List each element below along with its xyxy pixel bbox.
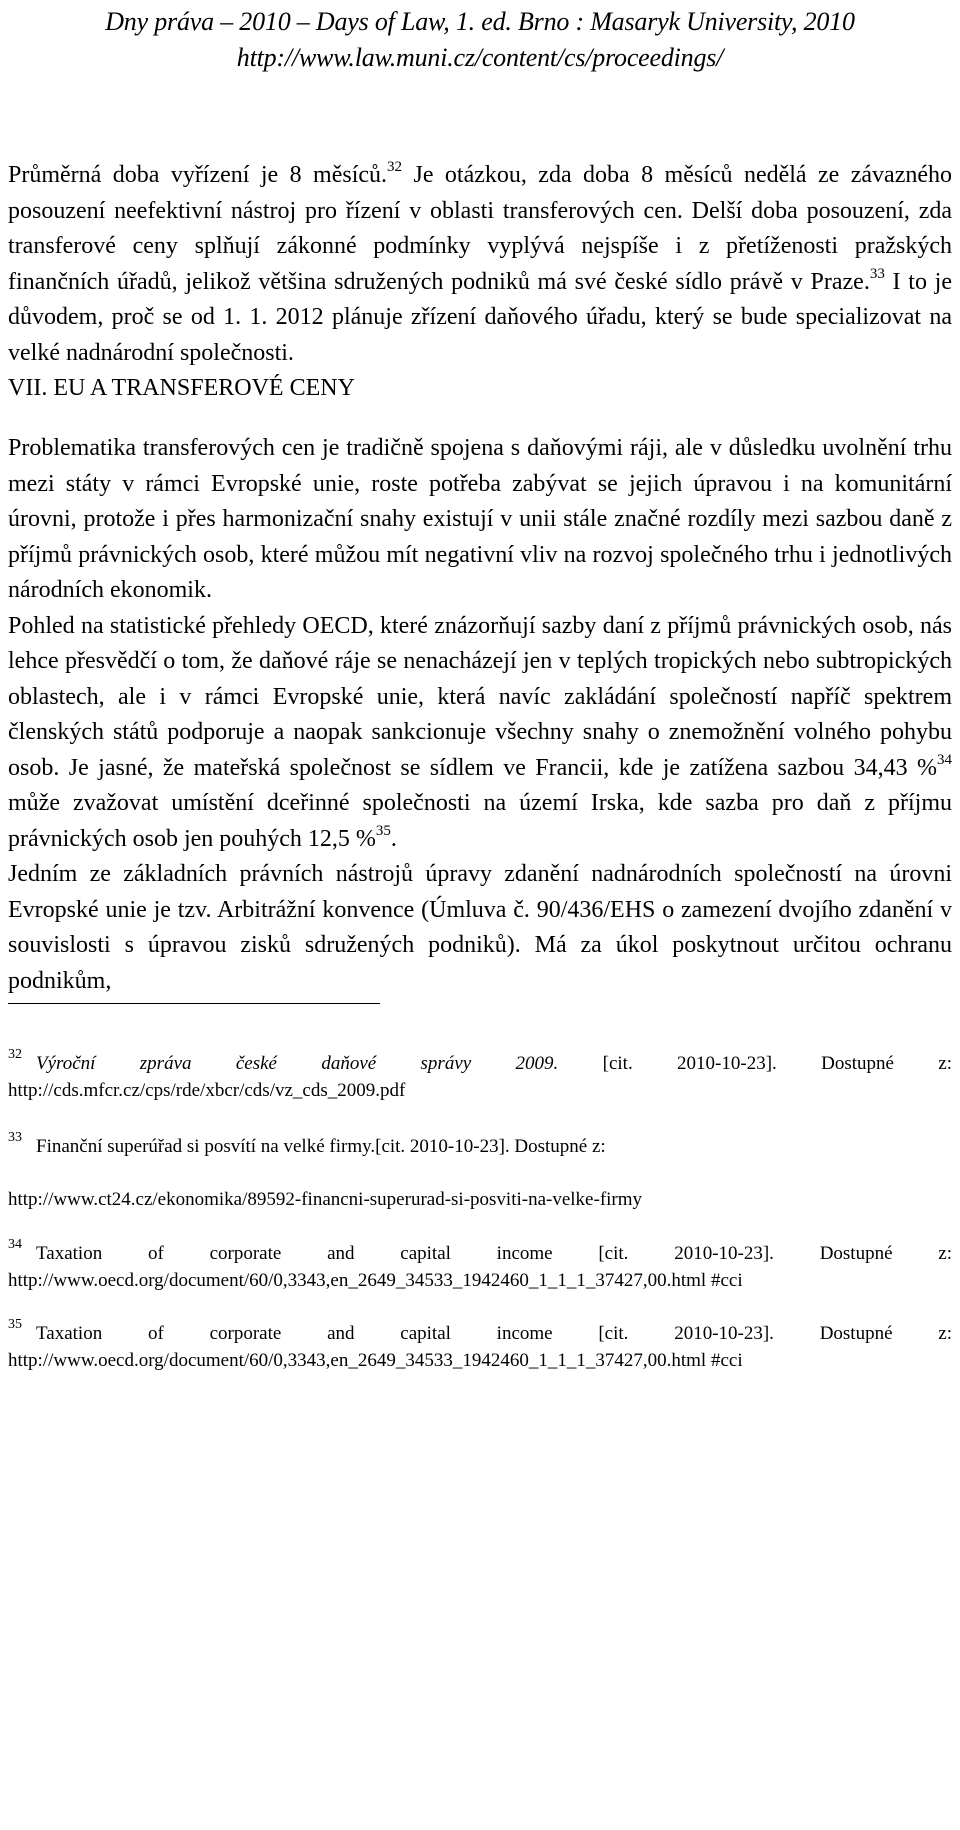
footnote-ref-35[interactable]: 35: [375, 822, 391, 839]
paragraph-arbitration-convention: Jedním ze základních právních nástrojů úpravy zdanění nadnárodních společností na úrovni Evropské unie je tzv. Arbitrážní konvence (Úmluva č. 90/436/EHS o zamezení dvojího zdanění v souvislosti s úpravou zisků sdružených podniků). Má za úkol poskytnout určitou ochranu podnikům,: [8, 861, 952, 994]
footnote-title: Výroční zpráva české daňové správy 2009.: [36, 1053, 559, 1074]
page-header: [0, 0, 960, 84]
footnote-number: 35: [8, 1316, 22, 1332]
paragraph-processing-time: Průměrná doba vyřízení je 8 měsíců.$^{32}$ Je otázkou, zda doba 8 měsíců nedělá ze závazného posouzení neefektivní nástroj pro řízení v oblasti transferových cen. Delší doba posouzení, zda transferové ceny splňují zákonné podmínky vyplývá nejspíše i z přetíženosti pražských finančních úřadů, jelikož většina sdružených podniků má své české sídlo právě v Praze.$^{33}$ I to je důvodem, proč se od 1. 1. 2012 plánuje zřízení daňového úřadu, který se bude specializovat na velké nadnárodní společnosti.: [8, 159, 953, 366]
footnote-ref-34[interactable]: 34: [937, 751, 952, 768]
document-body: [8, 158, 952, 1374]
footnote-number: 33: [8, 1129, 22, 1145]
footnote-33: $^{33}$ Finanční superúřad si posvítí na velké firmy.[cit. 2010-10-23]. Dostupné z:: [8, 1129, 606, 1157]
header-url: http://www.law.muni.cz/content/cs/proceedings/: [236, 43, 724, 72]
footnote-ref-32[interactable]: 32: [387, 159, 403, 175]
footnote-33-url[interactable]: [8, 1186, 952, 1213]
paragraph-eu-transfer-pricing: Problematika transferových cen je tradičně spojena s daňovými ráji, ale v důsledku uvolnění trhu mezi státy v rámci Evropské unie, roste potřeba zabývat se jejich úpravou i na komunitární úrovni, protože i přes harmonizační snahy existují v unii stále značné rozdíly mezi sazbou daně z příjmů právnických osob, které můžou mít negativní vliv na rozvoj společného trhu i jednotlivých národních ekonomik.: [8, 435, 952, 603]
footnote-link[interactable]: http://www.ct24.cz/ekonomika/89592-financni-superurad-si-posviti-na-velke-firmy: [8, 1189, 643, 1210]
footnote-separator: [8, 1003, 380, 1004]
footnote-number: 32: [8, 1046, 22, 1062]
header-citation: Dny práva – 2010 – Days of Law, 1. ed. Brno : Masaryk University, 2010: [105, 7, 855, 36]
footnote-ref-33[interactable]: 33: [869, 265, 885, 282]
footnote-number: 34: [8, 1236, 22, 1252]
paragraph-oecd-statistics: Pohled na statistické přehledy OECD, které znázorňují sazby daní z příjmů právnických osob, nás lehce přesvědčí o tom, že daňové ráje se nenacházejí jen v teplých tropických nebo subtropických oblastech, ale i v rámci Evropské unie, která navíc zakládání společností napříč spektrem členských států podporuje a naopak sankcionuje všechny snahy o znemožnění volného pohybu osob. Je jasné, že mateřská společnost se sídlem ve Francii, kde je zatížena sazbou 34,43 %$^{34}$ může zvažovat umístění dceřinné společnosti na území Irska, kde sazba pro daň z příjmu právnických osob jen pouhých 12,5 %$^{35}$.: [8, 612, 952, 852]
footnote-34: $^{34}$ Taxation of corporate and capital income [cit. 2010-10-23]. Dostupné z: http://www.oecd.org/document/60/0,3343,en_2649_34533_1942460_1_1_1_37427,00.html #cci: [8, 1236, 952, 1291]
footnote-32: $^{32}$ Výroční zpráva české daňové správy 2009. [cit. 2010-10-23]. Dostupné z: http://cds.mfcr.cz/cps/rde/xbcr/cds/vz_cds_2009.pdf: [8, 1046, 952, 1101]
footnote-35: $^{35}$ Taxation of corporate and capital income [cit. 2010-10-23]. Dostupné z: http://www.oecd.org/document/60/0,3343,en_2649_34533_1942460_1_1_1_37427,00.html #cci: [8, 1316, 952, 1371]
section-heading: VII. EU A TRANSFEROVÉ CENY: [8, 375, 355, 401]
